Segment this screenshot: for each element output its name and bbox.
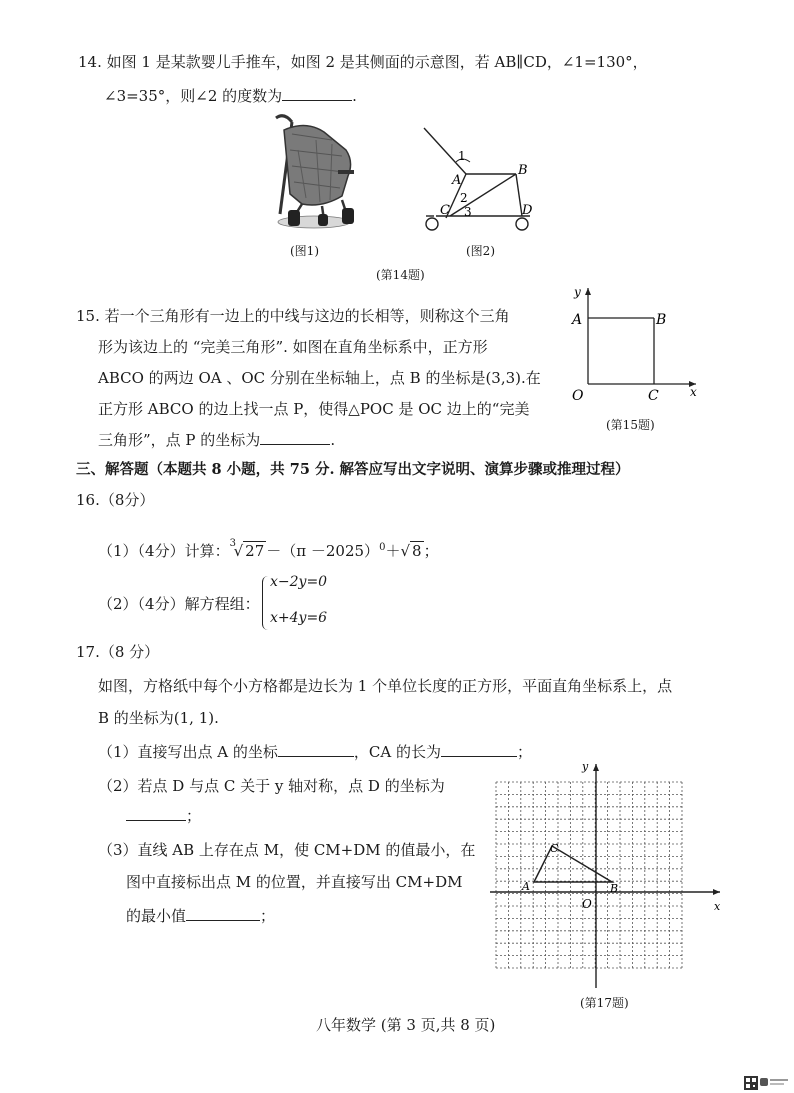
- q17-intro-1: 如图，方格纸中每个小方格都是边长为 1 个单位长度的正方形，平面直角坐标系上，点: [98, 677, 673, 695]
- q15-square-diagram: [560, 282, 700, 412]
- q15-line2: 形为该边上的 “完美三角形”. 如图在直角坐标系中，正方形: [98, 338, 488, 356]
- angle-2-label: 2: [460, 191, 468, 205]
- fig1-caption: (图1): [290, 244, 319, 258]
- q17-sub1: [98, 742, 532, 762]
- q16-header: 16.（8分）: [76, 491, 155, 509]
- axis-x-label: x: [690, 385, 697, 399]
- q17-intro-2: B 的坐标为(1, 1).: [98, 709, 219, 727]
- q17-point-d-blank[interactable]: [126, 806, 186, 821]
- square-root: √ 8: [400, 542, 422, 560]
- grid-y-label: y: [582, 760, 589, 773]
- q17-sub3-line1: （3）直线 AB 上存在点 M，使 CM+DM 的值最小，在: [98, 841, 476, 859]
- exponent-zero: 0: [379, 542, 386, 553]
- q15-answer-blank[interactable]: [260, 430, 330, 445]
- square-b-label: B: [656, 312, 667, 328]
- q14-line2: [104, 86, 357, 106]
- angle-3-label: 3: [464, 205, 472, 219]
- q15-line5-text: 三角形”，点 P 的坐标为: [98, 431, 261, 449]
- square-c-label: C: [648, 388, 659, 404]
- q17-min-value-blank[interactable]: [186, 906, 260, 921]
- q17-sub1-end: ；: [517, 743, 533, 761]
- stroller-diagram: [418, 122, 544, 234]
- grid-point-b-label: B: [610, 882, 619, 895]
- plus-sign: ＋: [385, 542, 401, 560]
- equation-1: x−2y=0: [270, 574, 328, 590]
- grid-x-label: x: [714, 900, 721, 913]
- radicand-27: 27: [245, 542, 265, 560]
- q16-part1-end: ；: [423, 542, 439, 560]
- angle-1-label: 1: [458, 149, 466, 163]
- q15-caption: (第15题): [606, 418, 655, 432]
- q17-sub3-line2: 图中直接标出点 M 的位置，并直接写出 CM+DM: [126, 873, 463, 891]
- cube-root: 3 √ 27: [230, 541, 267, 561]
- q17-grid-diagram: [488, 760, 724, 990]
- q17-sub1-text: （1）直接写出点 A 的坐标: [98, 743, 278, 761]
- q15-line4: 正方形 ABCO 的边上找一点 P，使得△POC 是 OC 边上的“完美: [98, 400, 530, 418]
- q17-sub1-mid: ，CA 的长为: [353, 743, 441, 761]
- point-d-label: D: [522, 203, 533, 218]
- q17-point-a-blank[interactable]: [278, 742, 354, 757]
- q15-line5: [98, 430, 335, 450]
- q15-line3: ABCO 的两边 OA 、OC 分别在坐标轴上，点 B 的坐标是(3,3).在: [98, 369, 541, 387]
- watermark-logo-icon: [760, 1078, 790, 1088]
- q14-caption: (第14题): [376, 268, 425, 282]
- q15-line5-end: .: [330, 431, 336, 449]
- q15-line1: 15. 若一个三角形有一边上的中线与这边的长相等，则称这个三角: [76, 307, 510, 325]
- square-a-label: A: [572, 312, 583, 328]
- grid-origin-label: O: [582, 897, 592, 911]
- point-a-label: A: [452, 173, 462, 188]
- axis-y-label: y: [574, 285, 581, 299]
- fig2-caption: (图2): [466, 244, 495, 258]
- q16-part1-label: （1）（4分）计算：: [98, 542, 230, 560]
- q17-sub3-line3: [126, 906, 275, 926]
- stroller-photo: [262, 110, 366, 232]
- q17-sub3-end: ；: [260, 907, 276, 925]
- q17-sub2: （2）若点 D 与点 C 关于 y 轴对称，点 D 的坐标为: [98, 777, 445, 795]
- grid-point-a-label: A: [522, 880, 530, 893]
- radicand-8: 8: [412, 542, 422, 560]
- q16-part1: [98, 538, 439, 561]
- page-footer: 八年数学 (第 3 页,共 8 页): [316, 1016, 496, 1034]
- point-c-label: C: [440, 203, 450, 218]
- origin-label: O: [572, 388, 584, 404]
- point-b-label: B: [518, 163, 528, 178]
- section-3-heading: 三、解答题（本题共 8 小题，共 75 分. 解答应写出文字说明、演算步骤或推理过程）: [76, 461, 630, 478]
- q14-line2-text: ∠3=35°，则∠2 的度数为: [104, 87, 283, 105]
- q17-sub2-end: ；: [186, 807, 202, 825]
- q16-part1-middle: －（π －2025）: [266, 542, 380, 560]
- grid-point-c-label: C: [550, 842, 559, 855]
- q17-caption: (第17题): [580, 996, 629, 1010]
- q17-sub2-answer: [126, 806, 201, 826]
- q14-line1: 14. 如图 1 是某款婴儿手推车，如图 2 是其侧面的示意图，若 AB∥CD，∠1=130°，: [78, 53, 648, 71]
- q17-header: 17.（8 分）: [76, 643, 160, 661]
- q17-sub3-text: 的最小值: [126, 907, 187, 925]
- q14-line2-end: .: [352, 87, 357, 105]
- q16-part2-label: （2）（4分）解方程组：: [98, 595, 260, 613]
- q17-ca-length-blank[interactable]: [441, 742, 517, 757]
- q14-answer-blank[interactable]: [282, 86, 352, 101]
- equation-2: x+4y=6: [270, 610, 328, 626]
- system-brace: [262, 576, 269, 630]
- root-index: 3: [229, 538, 236, 549]
- qr-code-icon: [744, 1076, 758, 1090]
